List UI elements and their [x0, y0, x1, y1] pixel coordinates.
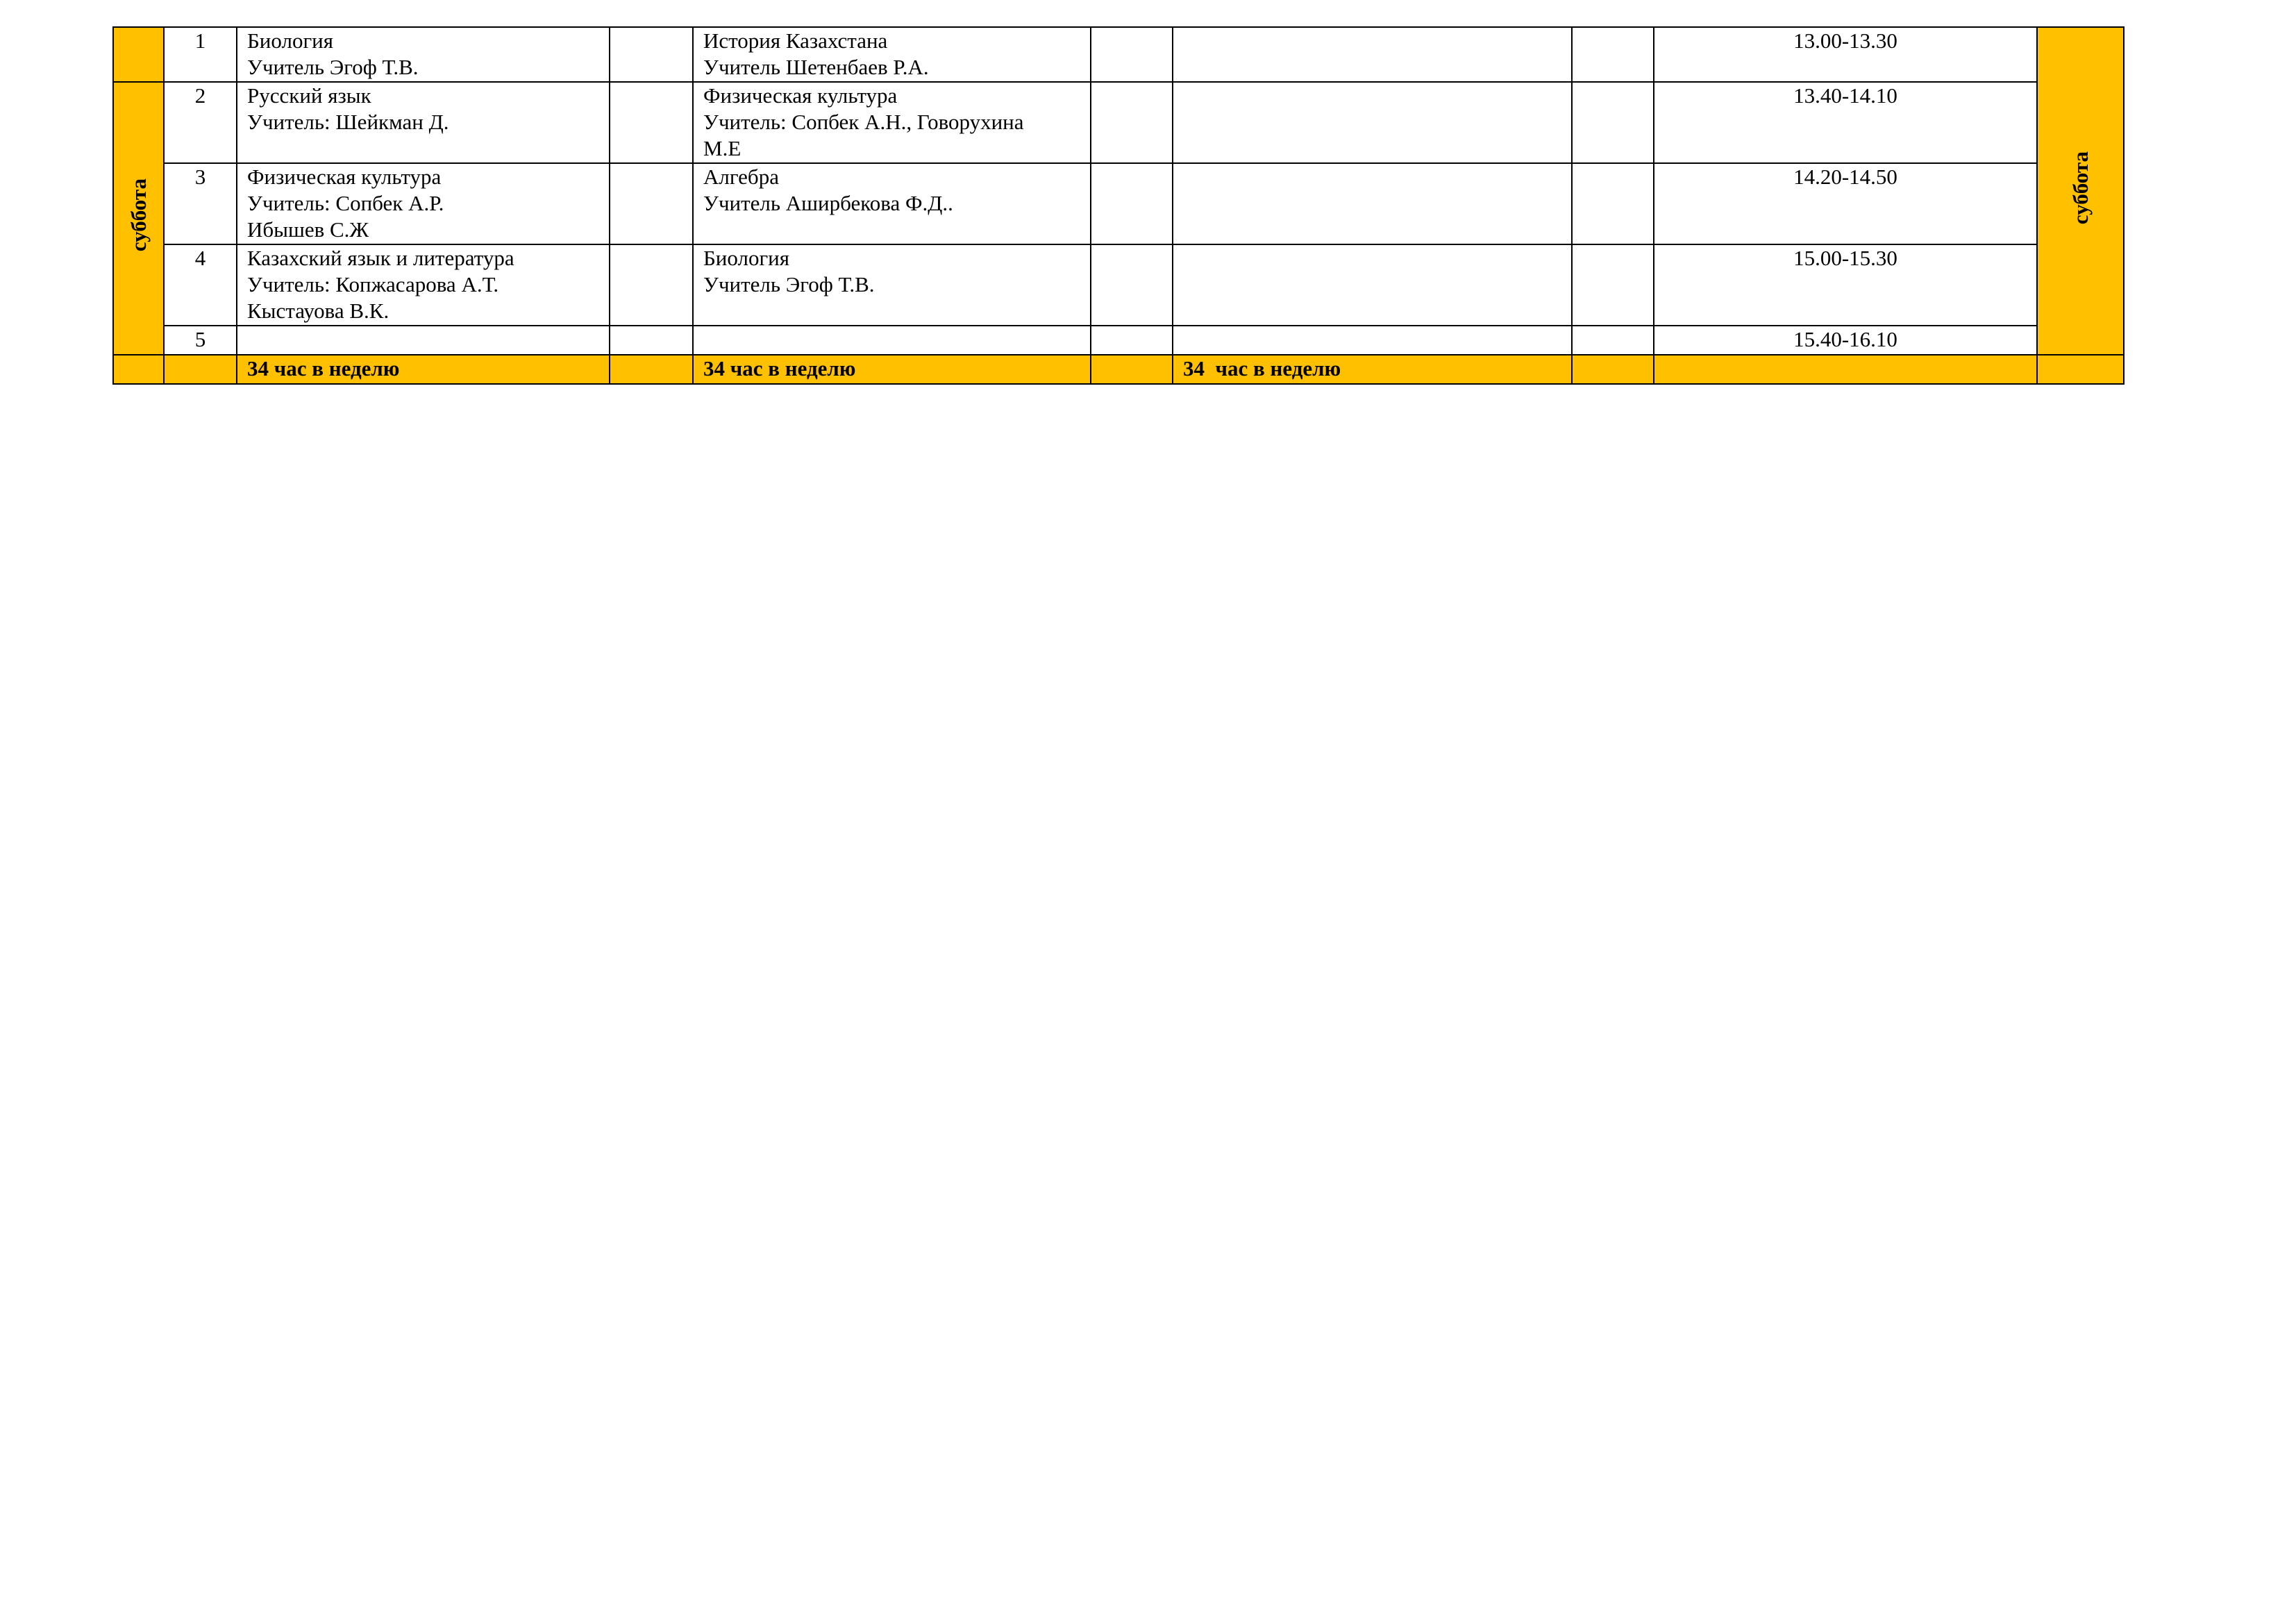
time-cell: 15.40-16.10	[1654, 326, 2037, 355]
totals-empty-cell	[1654, 355, 2037, 384]
totals-row	[113, 355, 2124, 384]
lesson-number: 1	[164, 27, 237, 82]
empty-cell	[1572, 244, 1654, 326]
lesson-row-4	[113, 244, 2124, 326]
teacher-name: Учитель: Шейкман Д.	[247, 110, 449, 134]
empty-cell	[1091, 163, 1173, 244]
subject-name: Физическая культура	[703, 83, 898, 108]
teacher-name: Учитель: Копжасарова А.Т.	[247, 272, 499, 296]
subject-cell-col1	[237, 326, 610, 355]
subject-cell-col3	[1173, 82, 1572, 163]
totals-empty-cell	[1572, 355, 1654, 384]
subject-name: Казахский язык и литература	[247, 246, 514, 270]
subject-cell-col2	[693, 82, 1091, 163]
lesson-row-1	[113, 27, 2124, 82]
day-label-left: суббота	[126, 178, 151, 252]
totals-empty-cell	[610, 355, 693, 384]
subject-name: Алгебра	[703, 165, 779, 189]
lesson-number: 2	[164, 82, 237, 163]
empty-cell	[610, 163, 693, 244]
lesson-number: 4	[164, 244, 237, 326]
teacher-name: Учитель Эгоф Т.В.	[703, 272, 875, 296]
weekly-hours-col1: 34 час в неделю	[237, 355, 610, 384]
subject-name: История Казахстана	[703, 28, 888, 53]
lesson-row-2	[113, 82, 2124, 163]
empty-cell	[1572, 82, 1654, 163]
subject-cell-col2	[693, 244, 1091, 326]
day-cell-right	[2037, 27, 2124, 355]
totals-empty-cell	[1091, 355, 1173, 384]
empty-cell	[610, 326, 693, 355]
day-cell-top	[113, 27, 164, 82]
empty-cell	[610, 27, 693, 82]
teacher-name: Учитель: Сопбек А.Р.	[247, 191, 444, 215]
time-cell: 15.00-15.30	[1654, 244, 2037, 326]
teacher-name: Учитель Аширбекова Ф.Д..	[703, 191, 953, 215]
lesson-number: 5	[164, 326, 237, 355]
teacher-name: Учитель: Сопбек А.Н., Говорухина	[703, 110, 1024, 134]
subject-cell-col1	[237, 27, 610, 82]
empty-cell	[1572, 163, 1654, 244]
teacher-name-second: Ибышев С.Ж	[247, 217, 369, 242]
teacher-name: Учитель Шетенбаев Р.А.	[703, 55, 929, 79]
weekly-hours-col2: 34 час в неделю	[693, 355, 1091, 384]
totals-empty-cell	[164, 355, 237, 384]
weekly-hours-col3: 34 час в неделю	[1173, 355, 1572, 384]
subject-cell-col1	[237, 163, 610, 244]
subject-cell-col1	[237, 244, 610, 326]
time-cell: 13.40-14.10	[1654, 82, 2037, 163]
subject-name: Биология	[703, 246, 790, 270]
subject-cell-col2	[693, 326, 1091, 355]
subject-cell-col3	[1173, 163, 1572, 244]
subject-cell-col3	[1173, 27, 1572, 82]
lesson-row-5	[113, 326, 2124, 355]
empty-cell	[1091, 244, 1173, 326]
schedule-table	[112, 26, 2125, 385]
subject-cell-col1	[237, 82, 610, 163]
empty-cell	[1091, 82, 1173, 163]
teacher-name-continued: М.Е	[703, 136, 741, 160]
time-cell: 13.00-13.30	[1654, 27, 2037, 82]
subject-cell-col3	[1173, 326, 1572, 355]
empty-cell	[1091, 27, 1173, 82]
subject-name: Русский язык	[247, 83, 371, 108]
empty-cell	[610, 82, 693, 163]
lesson-row-3	[113, 163, 2124, 244]
subject-cell-col2	[693, 163, 1091, 244]
empty-cell	[1572, 326, 1654, 355]
day-cell-left	[113, 82, 164, 355]
subject-name: Биология	[247, 28, 334, 53]
day-label-right: суббота	[2068, 151, 2093, 225]
time-cell: 14.20-14.50	[1654, 163, 2037, 244]
totals-empty-cell	[2037, 355, 2124, 384]
teacher-name: Учитель Эгоф Т.В.	[247, 55, 419, 79]
empty-cell	[610, 244, 693, 326]
empty-cell	[1572, 27, 1654, 82]
subject-cell-col3	[1173, 244, 1572, 326]
empty-cell	[1091, 326, 1173, 355]
subject-name: Физическая культура	[247, 165, 442, 189]
totals-empty-cell	[113, 355, 164, 384]
lesson-number: 3	[164, 163, 237, 244]
teacher-name-second: Кыстауова В.К.	[247, 299, 389, 323]
subject-cell-col2	[693, 27, 1091, 82]
